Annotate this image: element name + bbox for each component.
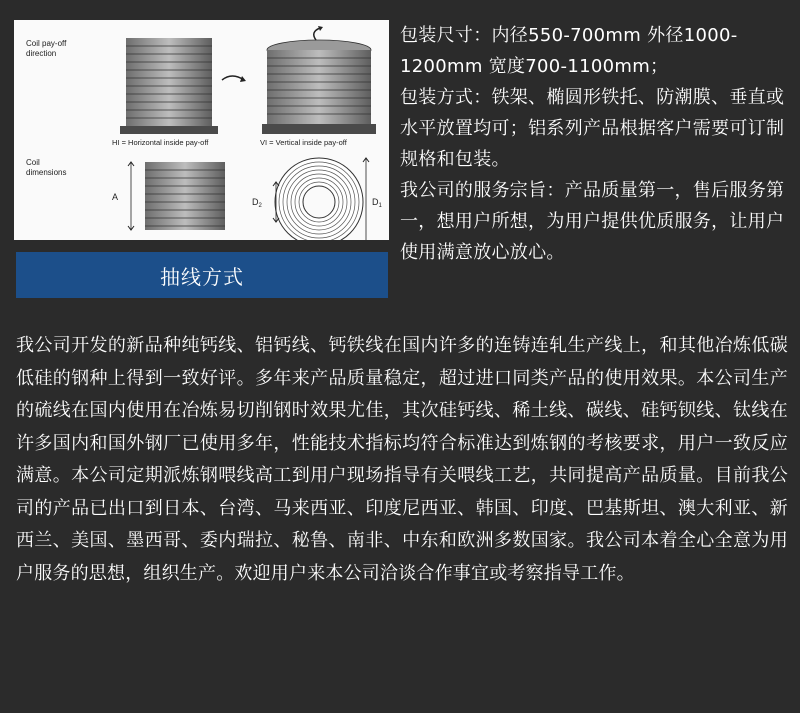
payoff-label-2: direction	[26, 49, 57, 58]
company-description	[16, 330, 788, 590]
hi-label: HI = Horizontal inside pay-off	[112, 138, 209, 147]
dims-label-2: dimensions	[26, 168, 67, 177]
dim-d1-label: $D_1$	[372, 197, 382, 209]
dims-label-1: Coil	[26, 158, 40, 167]
company-description-paragraph: 我公司开发的新品种纯钙线、铝钙线、钙铁线在国内许多的连铸连轧生产线上，和其他冶炼低碳低硅的钢种上得到一致好评。多年来产品质量稳定，超过进口同类产品的使用效果。本公司生产的硫线在国内使用在冶炼易切削钢时效果尤佳，其次硅钙线、稀土线、碳线、硅钙钡线、钛线在许多国内和国外钢厂已使用多年，性能技术指标均符合标准达到炼钢的考核要求，用户一致反应满意。本公司定期派炼钢喂线高工到用户现场指导有关喂线工艺，共同提高产品质量。目前我公司的产品已出口到日本、台湾、马来西亚、印度尼西亚、韩国、印度、巴基斯坦、澳大利亚、新西兰、美国、墨西哥、委内瑞拉、秘鲁、南非、中东和欧洲多数国家。我公司本着全心全意为用户服务的思想，组织生产。欢迎用户来本公司洽谈合作事宜或考察指导工作。	[16, 335, 788, 584]
packaging-size-text: 包装尺寸：内径550-700mm 外径1000-1200mm 宽度700-1100mm；	[400, 25, 738, 77]
coil-width-figure	[112, 162, 225, 230]
service-purpose-text: 我公司的服务宗旨：产品质量第一，售后服务第一，想用户所想，为用户提供优质服务，让用户使用满意放心放心。	[400, 180, 785, 263]
packaging-info	[400, 20, 792, 268]
vertical-coil-figure	[262, 26, 376, 134]
horizontal-coil-figure	[120, 38, 218, 134]
packaging-method-text: 包装方式：铁架、椭圆形铁托、防潮膜、垂直或水平放置均可；铝系列产品根据客户需要可订制规格和包装。	[400, 87, 785, 170]
payoff-method-caption: 抽线方式	[16, 252, 388, 298]
arrow-right-icon	[222, 76, 244, 80]
coil-diagram	[14, 20, 389, 240]
dim-a-label: A	[112, 192, 119, 202]
coil-diameter-figure	[252, 158, 383, 240]
payoff-label-1: Coil pay-off	[26, 39, 67, 48]
vi-label: VI = Vertical inside pay-off	[260, 138, 347, 147]
dim-d2-label: $D_2$	[252, 197, 262, 209]
